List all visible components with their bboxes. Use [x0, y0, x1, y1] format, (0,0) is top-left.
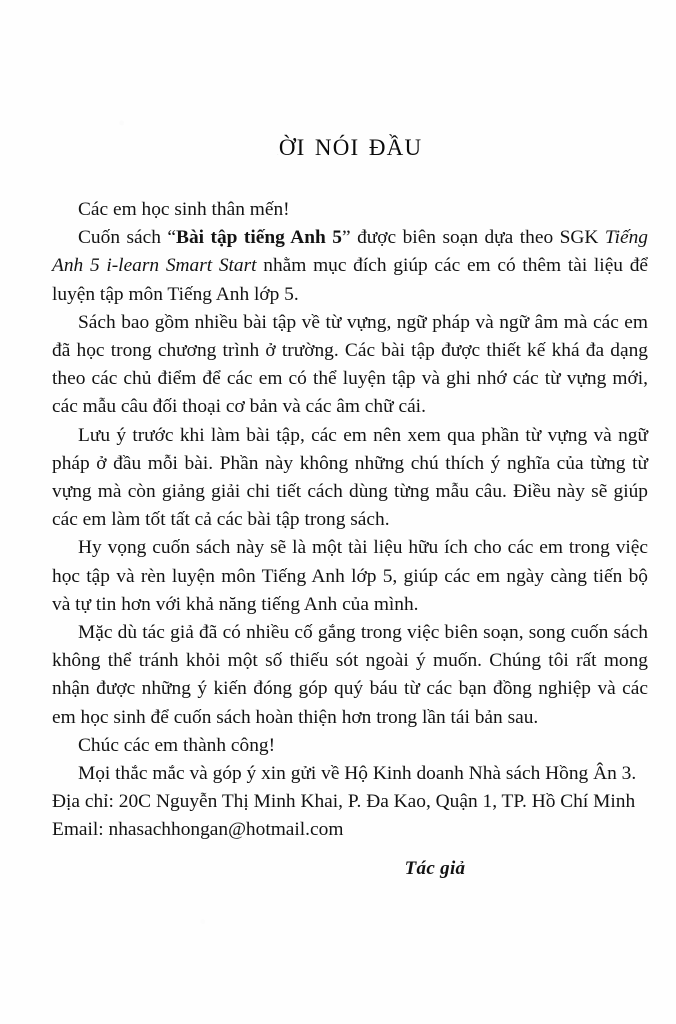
intro-text-part-2: ” được biên soạn dựa theo SGK [342, 227, 605, 249]
paragraph-feedback: Mọi thắc mắc và góp ý xin gửi về Hộ Kinh doanh Nhà sách Hồng Ân 3. [78, 763, 637, 785]
series-title-italic: Tiếng Anh 5 i-learn Smart Start [52, 227, 648, 277]
paragraph-apology: Mặc dù tác giả đã có nhiều cố gắng trong việc biên soạn, song cuốn sách không thể tránh khỏi một số thiếu sót ngoài ý muốn. Chúng tôi rất mong nhận được những ý kiến đóng góp quý báu từ các bạn đồng nghiệp và các em học sinh để cuốn sách hoàn thiện hơn trong lần tái bản sau. [52, 622, 648, 728]
body-text [52, 196, 648, 845]
page-title-cap: L [277, 155, 279, 156]
paragraph-greeting: Các em học sinh thân mến! [78, 199, 290, 220]
contact-email: Email: nhasachhongan@hotmail.com [52, 819, 344, 841]
author-signature: Tác giả [404, 858, 466, 879]
intro-text-part-1: Cuốn sách “ [78, 227, 177, 249]
contact-address: Địa chỉ: 20C Nguyễn Thị Minh Khai, P. Đa Kao, Quận 1, TP. Hồ Chí Minh [52, 791, 636, 813]
book-title-bold: Bài tập tiếng Anh 5 [176, 227, 342, 249]
page-title-rest: ời nói đầu [278, 127, 423, 163]
paragraph-closing-wish: Chúc các em thành công! [78, 734, 276, 756]
page-content [52, 0, 648, 1024]
paragraph-usage-note: Lưu ý trước khi làm bài tập, các em nên xem qua phần từ vựng và ngữ pháp ở đầu mỗi bài. Phần này không những chú thích ý nghĩa của từng từ vựng mà còn giảng giải chi tiết cách dùng từng mẫu câu. Điều này sẽ giúp các em làm tốt tất cả các bài tập trong sách. [52, 424, 648, 531]
paragraph-hope: Hy vọng cuốn sách này sẽ là một tài liệu hữu ích cho các em trong việc học tập và rèn luyện môn Tiếng Anh lớp 5, giúp các em ngày càng tiến bộ và tự tin hơn với khả năng tiếng Anh của mình. [52, 537, 648, 615]
paragraph-contents: Sách bao gồm nhiều bài tập về từ vựng, ngữ pháp và ngữ âm mà các em đã học trong chương trình ở trường. Các bài tập được thiết kế khá đa dạng theo các chủ điểm để các em có thể luyện tập và ghi nhớ các từ vựng mới, các mẫu câu đối thoại cơ bản và các âm chữ cái. [52, 311, 648, 418]
paragraph-book-intro [52, 224, 648, 309]
intro-text-part-3: nhằm mục đích giúp các em có thêm tài liệu để luyện tập môn Tiếng Anh lớp 5. [52, 255, 648, 305]
page-title [52, 118, 648, 179]
